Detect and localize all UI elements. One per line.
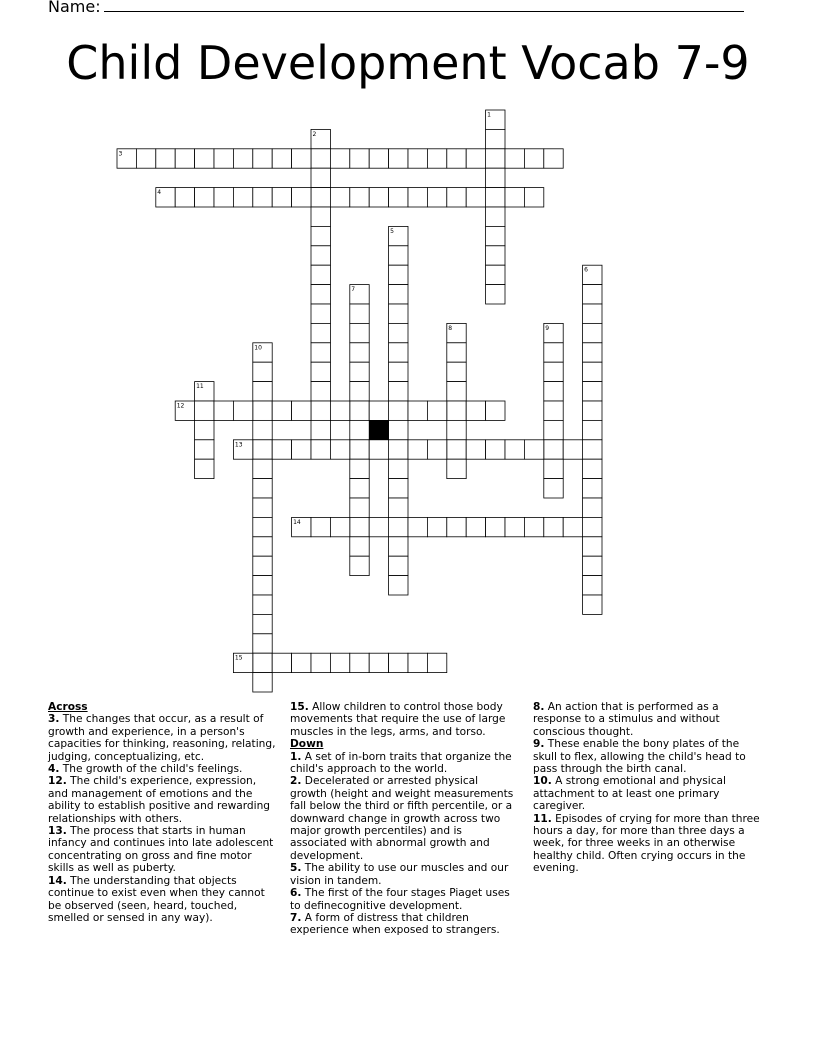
grid-cell[interactable] <box>253 498 272 517</box>
grid-cell[interactable] <box>253 382 272 401</box>
cell-number: 13 <box>234 441 243 449</box>
grid-cell[interactable] <box>369 188 388 207</box>
grid-cell[interactable] <box>369 149 388 168</box>
clue-down-6: 6. The first of the four stages Piaget uses to definecognitive development. <box>290 887 510 912</box>
grid-cell[interactable] <box>311 323 330 342</box>
grid-cell[interactable] <box>389 401 408 420</box>
cell-number: 7 <box>351 286 356 294</box>
grid-cell[interactable] <box>350 440 369 459</box>
cell-number: 14 <box>293 518 301 526</box>
clue-down-11: 11. Episodes of crying for more than three hours a day, for more than three days a week, for three weeks in an otherwise healthy child. Often crying occurs in the evening. <box>533 812 760 875</box>
grid-cell[interactable] <box>583 401 602 420</box>
grid-cell[interactable] <box>311 420 330 439</box>
grid-cell[interactable] <box>369 440 388 459</box>
grid-cell[interactable] <box>524 149 543 168</box>
grid-cell[interactable] <box>447 517 466 536</box>
cell-number: 12 <box>176 402 185 410</box>
grid-cell[interactable] <box>330 149 349 168</box>
clue-down-7: 7. A form of distress that children experience when exposed to strangers. <box>290 911 500 937</box>
cell-number: 2 <box>312 130 317 138</box>
grid-cell[interactable] <box>408 440 427 459</box>
grid-cell[interactable] <box>427 517 446 536</box>
grid-cell[interactable] <box>544 420 563 439</box>
grid-cell[interactable] <box>389 517 408 536</box>
grid-cell[interactable] <box>563 517 582 536</box>
grid-cell[interactable] <box>583 304 602 323</box>
grid-cell[interactable] <box>350 149 369 168</box>
clues-column-1 <box>48 701 276 924</box>
grid-cell[interactable] <box>195 420 214 439</box>
grid-cell[interactable] <box>195 401 214 420</box>
grid-cell[interactable] <box>292 653 311 672</box>
grid-cell[interactable] <box>195 459 214 478</box>
grid-cell[interactable] <box>350 343 369 362</box>
grid-cell[interactable] <box>544 149 563 168</box>
grid-cell[interactable] <box>389 265 408 284</box>
grid-cell[interactable] <box>253 188 272 207</box>
grid-cell[interactable] <box>350 382 369 401</box>
grid-cell[interactable] <box>466 149 485 168</box>
grid-cell[interactable] <box>330 517 349 536</box>
grid-cell[interactable] <box>408 401 427 420</box>
grid-cell[interactable] <box>330 401 349 420</box>
grid-cell[interactable] <box>408 188 427 207</box>
grid-cell[interactable] <box>253 479 272 498</box>
clues-column-2 <box>290 701 518 937</box>
grid-cell[interactable] <box>350 556 369 575</box>
grid-cell[interactable] <box>427 188 446 207</box>
grid-cell[interactable] <box>505 188 524 207</box>
grid-cell[interactable] <box>311 149 330 168</box>
grid-cell[interactable] <box>389 304 408 323</box>
grid-cell[interactable] <box>583 459 602 478</box>
grid-cell[interactable] <box>524 188 543 207</box>
grid-cell[interactable] <box>486 207 505 226</box>
cell-number: 10 <box>254 344 262 352</box>
grid-cell[interactable] <box>350 304 369 323</box>
grid-cell[interactable] <box>486 149 505 168</box>
grid-cell[interactable] <box>195 188 214 207</box>
grid-cell[interactable] <box>350 653 369 672</box>
grid-cell[interactable] <box>583 537 602 556</box>
grid-cell[interactable] <box>253 440 272 459</box>
grid-cell[interactable] <box>389 382 408 401</box>
cell-number: 15 <box>234 654 243 662</box>
grid-cell[interactable] <box>486 188 505 207</box>
grid-cell[interactable] <box>292 401 311 420</box>
grid-cell[interactable] <box>544 459 563 478</box>
grid-cell[interactable] <box>369 517 388 536</box>
grid-cell[interactable] <box>253 653 272 672</box>
grid-cell[interactable] <box>447 401 466 420</box>
clue-across-13: 13. The process that starts in human infancy and continues into late adolescent concentrating on gross and fine motor skills as well as puberty. <box>48 825 274 875</box>
grid-cell[interactable] <box>350 479 369 498</box>
grid-cell[interactable] <box>466 440 485 459</box>
grid-cell[interactable] <box>563 440 582 459</box>
cell-number: 6 <box>584 266 588 274</box>
grid-cell[interactable] <box>350 537 369 556</box>
puzzle-title: Child Development Vocab 7-9 <box>66 36 750 90</box>
grid-cell[interactable] <box>253 673 272 692</box>
grid-cell[interactable] <box>389 653 408 672</box>
grid-cell[interactable] <box>389 420 408 439</box>
grid-cell[interactable] <box>389 285 408 304</box>
grid-cell[interactable] <box>583 556 602 575</box>
grid-cell[interactable] <box>544 343 563 362</box>
grid-cell[interactable] <box>253 614 272 633</box>
grid-cell[interactable] <box>583 576 602 595</box>
grid-cell[interactable] <box>389 188 408 207</box>
grid-cell[interactable] <box>466 188 485 207</box>
grid-cell[interactable] <box>350 420 369 439</box>
grid-cell[interactable] <box>389 576 408 595</box>
grid-cell[interactable] <box>447 459 466 478</box>
grid-cell[interactable] <box>369 653 388 672</box>
cell-number: 11 <box>196 383 204 391</box>
grid-cell[interactable] <box>466 517 485 536</box>
grid-cell[interactable] <box>253 517 272 536</box>
grid-cell[interactable] <box>292 188 311 207</box>
grid-cell[interactable] <box>389 246 408 265</box>
grid-cell[interactable] <box>253 420 272 439</box>
grid-cell[interactable] <box>389 149 408 168</box>
grid-cell[interactable] <box>583 420 602 439</box>
grid-cell[interactable] <box>214 188 233 207</box>
grid-cell[interactable] <box>311 207 330 226</box>
grid-cell[interactable] <box>253 595 272 614</box>
grid-cell[interactable] <box>350 459 369 478</box>
grid-cell[interactable] <box>583 382 602 401</box>
grid-cell[interactable] <box>311 304 330 323</box>
grid-cell[interactable] <box>233 149 252 168</box>
grid-cell[interactable] <box>389 479 408 498</box>
grid-cell[interactable] <box>272 188 291 207</box>
grid-cell[interactable] <box>195 149 214 168</box>
grid-cell[interactable] <box>427 149 446 168</box>
grid-cell[interactable] <box>486 168 505 187</box>
grid-cell[interactable] <box>330 440 349 459</box>
grid-cell[interactable] <box>486 517 505 536</box>
grid-cell[interactable] <box>486 440 505 459</box>
grid-cell[interactable] <box>311 285 330 304</box>
grid-cell[interactable] <box>583 343 602 362</box>
grid-cell[interactable] <box>505 440 524 459</box>
grid-cell[interactable] <box>486 401 505 420</box>
grid-cell[interactable] <box>214 401 233 420</box>
grid-cell[interactable] <box>389 323 408 342</box>
grid-cell[interactable] <box>505 517 524 536</box>
grid-cell[interactable] <box>408 653 427 672</box>
grid-cell[interactable] <box>447 149 466 168</box>
grid-cell[interactable] <box>214 149 233 168</box>
grid-cell[interactable] <box>272 149 291 168</box>
grid-cell[interactable] <box>389 343 408 362</box>
grid-cell[interactable] <box>292 440 311 459</box>
grid-cell[interactable] <box>253 634 272 653</box>
grid-cell[interactable] <box>330 188 349 207</box>
grid-cell[interactable] <box>311 343 330 362</box>
grid-cell[interactable] <box>292 149 311 168</box>
grid-cell[interactable] <box>583 595 602 614</box>
grid-cell[interactable] <box>524 517 543 536</box>
grid-cell[interactable] <box>427 401 446 420</box>
grid-cell[interactable] <box>544 401 563 420</box>
down-header: Down <box>290 738 324 751</box>
grid-cell[interactable] <box>583 479 602 498</box>
grid-cell[interactable] <box>311 168 330 187</box>
grid-cell[interactable] <box>447 440 466 459</box>
grid-cell[interactable] <box>389 537 408 556</box>
grid-cell[interactable] <box>311 401 330 420</box>
clue-down-10: 10. A strong emotional and physical attachment to at least one primary caregiver. <box>533 775 726 813</box>
grid-cell[interactable] <box>408 149 427 168</box>
grid-cell[interactable] <box>175 188 194 207</box>
grid-cell[interactable] <box>486 285 505 304</box>
cell-number: 9 <box>545 324 550 332</box>
grid-cell[interactable] <box>311 226 330 245</box>
grid-cell[interactable] <box>524 440 543 459</box>
grid-cell[interactable] <box>544 479 563 498</box>
grid-cell[interactable] <box>175 149 194 168</box>
grid-cell[interactable] <box>253 149 272 168</box>
grid-cell[interactable] <box>233 401 252 420</box>
clue-across-4: 4. The growth of the child's feelings. <box>48 763 243 776</box>
grid-cell[interactable] <box>544 362 563 381</box>
grid-cell[interactable] <box>408 517 427 536</box>
clue-down-1: 1. A set of in-born traits that organize the child's approach to the world. <box>290 750 512 776</box>
grid-cell[interactable] <box>389 362 408 381</box>
grid-cell[interactable] <box>486 226 505 245</box>
grid-cell[interactable] <box>447 343 466 362</box>
clue-down-8: 8. An action that is performed as a response to a stimulus and without conscious thought. <box>533 701 720 738</box>
grid-cell[interactable] <box>311 653 330 672</box>
grid-cell[interactable] <box>311 362 330 381</box>
name-label: Name: <box>48 0 101 16</box>
grid-cell[interactable] <box>253 459 272 478</box>
grid-cell[interactable] <box>195 440 214 459</box>
grid-cell[interactable] <box>447 188 466 207</box>
grid-cell[interactable] <box>389 459 408 478</box>
grid-cell[interactable] <box>447 362 466 381</box>
across-header: Across <box>48 701 88 713</box>
cell-number: 8 <box>448 324 453 332</box>
clue-down-2: 2. Decelerated or arrested physical growth (height and weight measurements fall below the third or fifth percentile, or a downward change in growth across two major growth percentiles) and is associated with abnormal growth and development. <box>290 775 514 862</box>
cell-number: 3 <box>118 150 123 158</box>
grid-cell[interactable] <box>253 576 272 595</box>
grid-cell[interactable] <box>447 420 466 439</box>
cell-number: 1 <box>487 111 491 119</box>
grid-cell[interactable] <box>233 188 252 207</box>
grid-cell[interactable] <box>486 265 505 284</box>
grid-cell[interactable] <box>350 362 369 381</box>
grid-cell[interactable] <box>136 149 155 168</box>
grid-cell[interactable] <box>272 440 291 459</box>
grid-cell[interactable] <box>253 401 272 420</box>
grid-cell[interactable] <box>427 653 446 672</box>
grid-cell[interactable] <box>447 382 466 401</box>
grid-cell[interactable] <box>253 556 272 575</box>
grid-cell[interactable] <box>350 323 369 342</box>
grid-cell[interactable] <box>350 517 369 536</box>
grid-cell[interactable] <box>311 265 330 284</box>
grid-cell[interactable] <box>427 440 446 459</box>
grid-cell[interactable] <box>253 537 272 556</box>
clue-down-5: 5. The ability to use our muscles and our vision in tandem. <box>290 862 509 887</box>
grid-cell[interactable] <box>389 440 408 459</box>
grid-cell[interactable] <box>544 517 563 536</box>
grid-cell[interactable] <box>311 440 330 459</box>
cell-number: 4 <box>157 189 162 197</box>
grid-cell[interactable] <box>583 323 602 342</box>
clue-across-14: 14. The understanding that objects continue to exist even when they cannot be observed (seen, heard, touched, smelled or sensed in any way). <box>48 874 265 924</box>
grid-cell[interactable] <box>389 498 408 517</box>
grid-cell[interactable] <box>583 440 602 459</box>
grid-cell[interactable] <box>583 362 602 381</box>
grid-cell[interactable] <box>486 246 505 265</box>
clue-across-15: 15. Allow children to control those body movements that require the use of large muscles in the legs, arms, and torso. <box>290 701 506 738</box>
grid-cell[interactable] <box>466 401 485 420</box>
grid-cell[interactable] <box>544 440 563 459</box>
grid-cell[interactable] <box>311 246 330 265</box>
grid-cell[interactable] <box>583 285 602 304</box>
grid-cell[interactable] <box>389 556 408 575</box>
grid-cell[interactable] <box>311 517 330 536</box>
grid-cell[interactable] <box>583 498 602 517</box>
grid-cell[interactable] <box>272 401 291 420</box>
grid-cell[interactable] <box>253 362 272 381</box>
grid-cell[interactable] <box>311 382 330 401</box>
grid-cell[interactable] <box>330 653 349 672</box>
cell-number: 5 <box>390 227 394 235</box>
clue-across-12: 12. The child's experience, expression, and management of emotions and the ability to establish positive and rewarding relationships with others. <box>48 775 271 825</box>
grid-cell[interactable] <box>544 382 563 401</box>
grid-cell[interactable] <box>272 653 291 672</box>
grid-cell[interactable] <box>505 149 524 168</box>
grid-cell[interactable] <box>369 401 388 420</box>
black-cell <box>369 420 388 439</box>
grid-cell[interactable] <box>311 188 330 207</box>
grid-cell[interactable] <box>350 498 369 517</box>
clue-across-3: 3. The changes that occur, as a result of growth and experience, in a person's capacities for thinking, reasoning, relating, judging, conceptualizing, etc. <box>48 713 276 763</box>
grid-cell[interactable] <box>350 401 369 420</box>
clue-down-9: 9. These enable the bony plates of the skull to flex, allowing the child's head to pass through the birth canal. <box>533 738 746 776</box>
grid-cell[interactable] <box>350 188 369 207</box>
grid-cell[interactable] <box>486 129 505 148</box>
clues-column-3 <box>533 701 761 875</box>
grid-cell[interactable] <box>583 517 602 536</box>
grid-cell[interactable] <box>156 149 175 168</box>
